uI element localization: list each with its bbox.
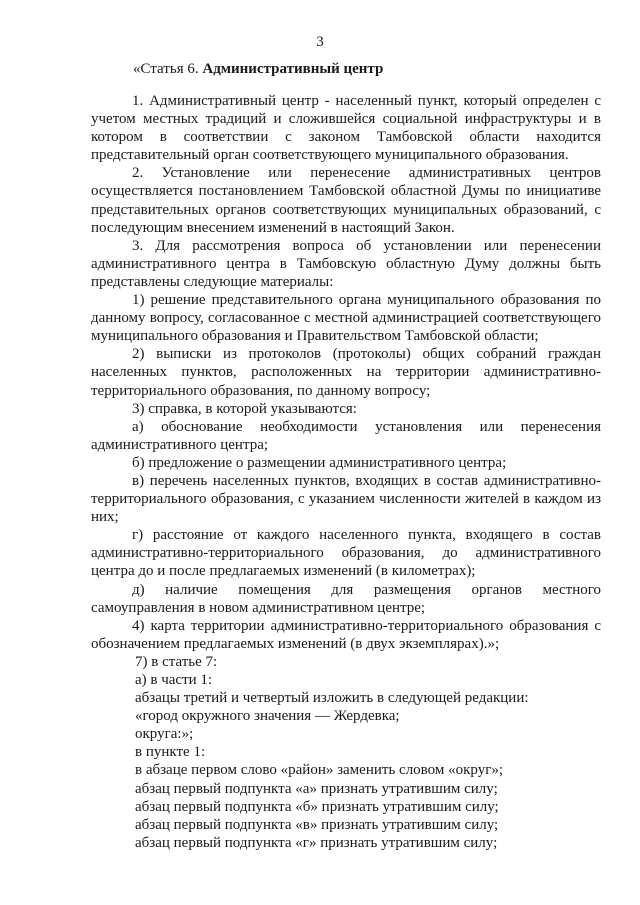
paragraph-10: г) расстояние от каждого населенного пункта, входящего в состав административно-территориального образования, до административного центра до и после предлагаемых изменений (в километрах); [91,527,601,580]
article-title: Административный центр [202,61,384,77]
text-line: абзацы третий и четвертый изложить в следующей редакции: [135,690,529,707]
paragraph-1: 1. Административный центр - населенный пункт, который определен с учетом местных традиций и сложившейся социальной инфраструктуры и в котором в соответствии с законом Тамбовской области находится представительный орган соответствующего муниципального образования. [91,93,601,164]
article-prefix: «Статья 6. [133,61,203,77]
text-line: 7) в статье 7: [135,653,218,670]
paragraph-4: 1) решение представительного органа муниципального образования по данному вопросу, согласованное с местной администрацией соответствующего муниципального образования и Правительством Тамбовской области; [91,292,601,345]
article-heading [133,61,383,78]
paragraph-8: б) предложение о размещении административного центра; [132,454,507,471]
paragraph-6: 3) справка, в которой указываются: [132,400,357,417]
text-line: а) в части 1: [135,672,213,688]
paragraph-2: 2. Установление или перенесение административных центров осуществляется постановлением Тамбовской областной Думы по инициативе представительных органов соответствующих муниципальных образований, с последующим внесением изменений в настоящий Закон. [91,165,601,236]
paragraph-11: д) наличие помещения для размещения органов местного самоуправления в новом административном центре; [91,581,601,616]
paragraph-3: 3. Для рассмотрения вопроса об установлении или перенесении административного центра в Тамбовскую областную Думу должны быть представлены следующие материалы: [91,237,601,290]
paragraph-12: 4) карта территории административно-территориального образования с обозначением предлагаемых изменений (в двух экземплярах).»; [91,617,601,652]
paragraph-7: а) обоснование необходимости установления или перенесения административного центра; [91,418,601,453]
paragraph-9: в) перечень населенных пунктов, входящих в состав административно-территориального образования, с указанием численности жителей в каждом из них; [91,472,601,526]
text-line: «город окружного значения — Жердевка; [135,708,400,725]
text-line: абзац первый подпункта «в» признать утратившим силу; [135,816,499,833]
document-body [91,92,601,852]
text-line: абзац первый подпункта «б» признать утратившим силу; [135,798,499,815]
text-line: в пункте 1: [135,744,206,761]
page-number: 3 [316,34,324,50]
paragraph-5: 2) выписки из протоколов (протоколы) общих собраний граждан населенных пунктов, расположенных на территории административно-территориального образования, по данному вопросу; [91,346,601,399]
text-line: в абзаце первом слово «район» заменить словом «округ»; [135,762,504,779]
text-line: округа:»; [135,726,194,743]
text-line: абзац первый подпункта «г» признать утратившим силу; [135,834,498,851]
text-line: абзац первый подпункта «а» признать утратившим силу; [135,780,498,797]
